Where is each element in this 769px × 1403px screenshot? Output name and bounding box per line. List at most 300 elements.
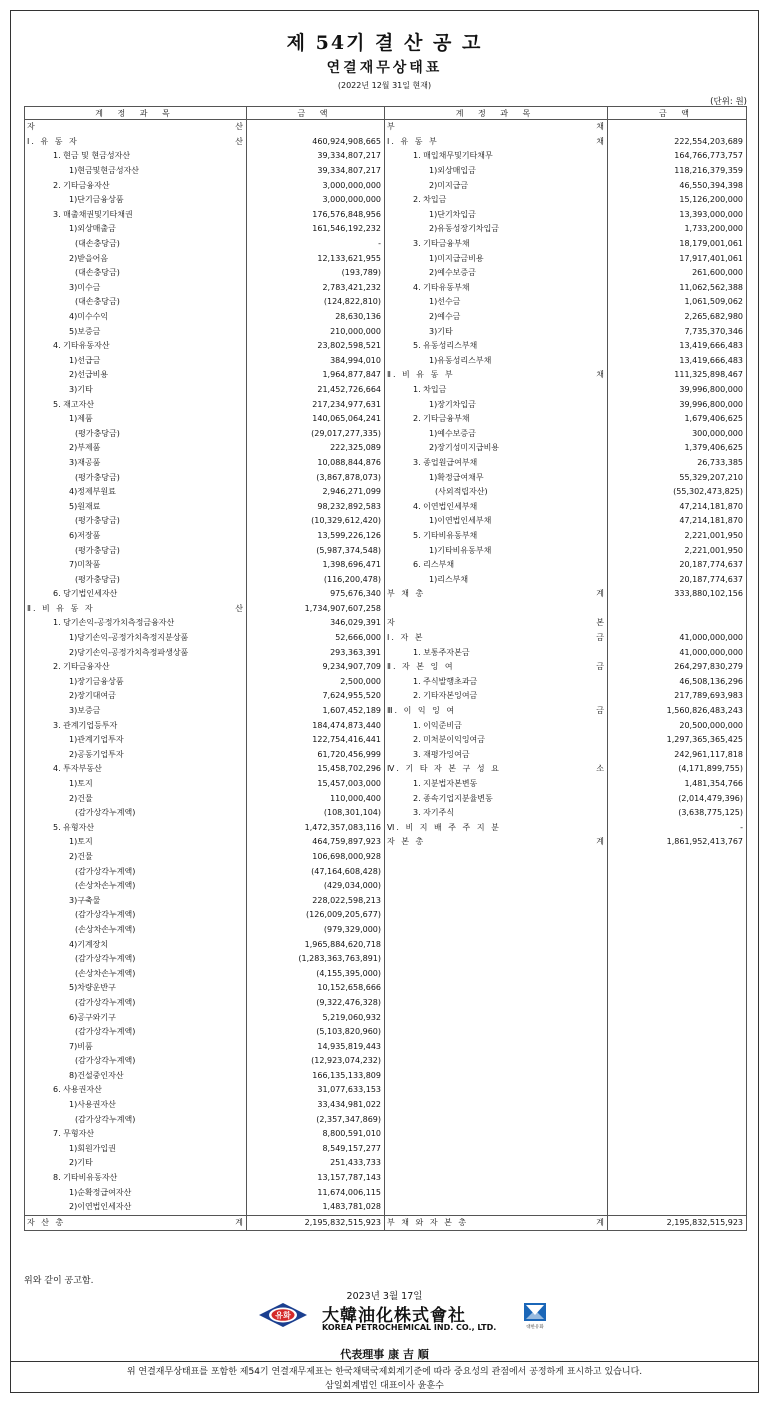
left-account-label: [25, 1069, 247, 1084]
balance-sheet-table: [24, 106, 747, 1231]
right-amount: [608, 1054, 747, 1069]
right-account-label: [385, 1156, 608, 1171]
left-amount: (1,283,363,763,891): [247, 952, 385, 967]
left-amount: 31,077,633,153: [247, 1083, 385, 1098]
right-account-label: [385, 456, 608, 471]
right-amount: (55,302,473,825): [608, 485, 747, 500]
right-account-text: 2)예수금: [429, 312, 461, 322]
right-account-text: 2. 미처분이익잉여금: [413, 735, 485, 745]
table-row: [25, 733, 747, 748]
left-account-text: (평가충당금): [75, 428, 120, 438]
right-amount: 1,861,952,413,767: [608, 835, 747, 850]
right-account-label: [385, 762, 608, 777]
left-account-label: [25, 558, 247, 573]
left-account-label: [25, 1112, 247, 1127]
left-account-label: [25, 339, 247, 354]
right-account-text: 1. 이익준비금: [413, 720, 462, 730]
left-account-text: 2)기타: [69, 1158, 93, 1168]
left-account-label: [25, 879, 247, 894]
table-row: [25, 864, 747, 879]
left-account-text: (대손충당금): [75, 297, 120, 307]
left-account-text: 3)구축물: [69, 895, 101, 905]
left-account-label: [25, 587, 247, 602]
table-row: [25, 602, 747, 617]
left-account-text: (감가상각누계액): [75, 954, 136, 964]
right-account-label: [385, 222, 608, 237]
total-assets-suffix: 계: [235, 1217, 243, 1227]
left-amount: 13,599,226,126: [247, 529, 385, 544]
right-account-suffix: 금: [596, 633, 604, 643]
right-amount: [608, 1039, 747, 1054]
left-amount: (4,155,395,000): [247, 966, 385, 981]
left-account-label: [25, 135, 247, 150]
table-row: [25, 412, 747, 427]
table-row: [25, 324, 747, 339]
right-account-label: [385, 806, 608, 821]
left-account-label: [25, 1083, 247, 1098]
right-account-label: [385, 616, 608, 631]
table-row: [25, 1142, 747, 1157]
table-row: [25, 791, 747, 806]
left-account-text: (감가상각누계액): [75, 1027, 136, 1037]
left-amount: (108,301,104): [247, 806, 385, 821]
table-row: [25, 558, 747, 573]
right-account-text: 1)선수금: [429, 297, 461, 307]
left-account-text: 1)순확정급여자산: [69, 1187, 132, 1197]
left-account-label: [25, 893, 247, 908]
right-account-label: [385, 1142, 608, 1157]
left-account-text: 3)기타: [69, 384, 93, 394]
left-amount: (5,103,820,960): [247, 1025, 385, 1040]
left-account-label: [25, 1054, 247, 1069]
left-account-label: [25, 675, 247, 690]
total-assets-amount: 2,195,832,515,923: [247, 1215, 385, 1231]
left-amount: 61,720,456,999: [247, 748, 385, 763]
left-account-text: (감가상각누계액): [75, 997, 136, 1007]
table-row: [25, 952, 747, 967]
left-account-label: [25, 120, 247, 135]
left-amount: 176,576,848,956: [247, 208, 385, 223]
left-account-text: (평가충당금): [75, 516, 120, 526]
right-account-suffix: 계: [596, 589, 604, 599]
right-account-text: 1. 보통주자본금: [413, 647, 470, 657]
right-amount: 1,679,406,625: [608, 412, 747, 427]
right-account-label: [385, 631, 608, 646]
left-amount: 166,135,133,809: [247, 1069, 385, 1084]
right-account-text: Ⅰ. 자 본: [387, 633, 425, 643]
left-amount: 11,674,006,115: [247, 1185, 385, 1200]
right-amount: 242,961,117,818: [608, 748, 747, 763]
table-body: [25, 120, 747, 1216]
right-account-label: [385, 908, 608, 923]
left-amount: (29,017,277,335): [247, 426, 385, 441]
table-row: [25, 1010, 747, 1025]
left-account-label: [25, 1171, 247, 1186]
left-account-text: 2)장기대여금: [69, 691, 116, 701]
right-account-text: 자 본 총: [387, 837, 426, 847]
right-amount: 300,000,000: [608, 426, 747, 441]
left-amount: (979,329,000): [247, 923, 385, 938]
left-account-text: 1)사용권자산: [69, 1100, 116, 1110]
left-amount: 12,133,621,955: [247, 251, 385, 266]
right-account-label: [385, 660, 608, 675]
table-row: [25, 266, 747, 281]
left-account-label: [25, 485, 247, 500]
left-account-text: 1)단기금융상품: [69, 195, 124, 205]
left-account-text: 7)비품: [69, 1041, 93, 1051]
as-of-date: (2022년 12월 31일 현재): [337, 81, 432, 90]
left-account-label: [25, 266, 247, 281]
right-amount: 46,550,394,398: [608, 178, 747, 193]
right-amount: 41,000,000,000: [608, 631, 747, 646]
right-account-text: 자: [387, 618, 397, 628]
right-account-label: [385, 587, 608, 602]
left-account-text: 4)정제부원료: [69, 487, 116, 497]
left-account-label: [25, 602, 247, 617]
representative: 代表理事 康 吉 順: [340, 1348, 429, 1361]
left-amount: [247, 120, 385, 135]
left-account-label: [25, 1127, 247, 1142]
right-account-text: 2. 기타금융부채: [413, 414, 470, 424]
right-account-text: 1)외상매입금: [429, 166, 476, 176]
right-amount: 222,554,203,689: [608, 135, 747, 150]
right-account-label: [385, 368, 608, 383]
right-account-text: 1)이연법인세부채: [429, 516, 492, 526]
table-row: [25, 1171, 747, 1186]
left-amount: 106,698,000,928: [247, 850, 385, 865]
right-account-label: [385, 821, 608, 836]
table-row: [25, 762, 747, 777]
left-account-label: [25, 733, 247, 748]
left-account-suffix: 산: [235, 136, 243, 146]
right-amount: [608, 616, 747, 631]
right-account-text: 1. 주식발행초과금: [413, 676, 478, 686]
table-row: [25, 397, 747, 412]
left-account-label: [25, 149, 247, 164]
left-amount: 222,325,089: [247, 441, 385, 456]
right-amount: [608, 602, 747, 617]
table-row: [25, 1039, 747, 1054]
right-amount: 1,560,826,483,243: [608, 704, 747, 719]
right-amount: 11,062,562,388: [608, 281, 747, 296]
table-row: [25, 645, 747, 660]
right-account-text: 1. 지분법자본변동: [413, 779, 478, 789]
right-account-text: Ⅱ. 비 유 동 부: [387, 370, 455, 380]
right-account-label: [385, 1010, 608, 1025]
right-account-suffix: 본: [596, 618, 604, 628]
right-amount: 47,214,181,870: [608, 499, 747, 514]
company-name: 大韓油化株式會社: [322, 1306, 466, 1326]
left-amount: 13,157,787,143: [247, 1171, 385, 1186]
left-account-text: 2)선급비용: [69, 370, 109, 380]
right-account-suffix: 금: [596, 662, 604, 672]
left-account-text: 7. 무형자산: [53, 1129, 95, 1139]
mark-text: 대한유화: [526, 1325, 544, 1330]
table-row: [25, 339, 747, 354]
right-account-label: [385, 1069, 608, 1084]
right-account-text: 2. 종속기업지분율변동: [413, 793, 493, 803]
right-amount: 20,187,774,637: [608, 572, 747, 587]
left-account-label: [25, 996, 247, 1011]
left-account-text: (손상차손누계액): [75, 924, 136, 934]
right-account-text: 2)예수보증금: [429, 268, 476, 278]
table-row: [25, 237, 747, 252]
left-account-label: [25, 237, 247, 252]
left-account-text: 2. 기타금융자산: [53, 180, 110, 190]
left-amount: 384,994,010: [247, 354, 385, 369]
right-amount: 26,733,385: [608, 456, 747, 471]
right-amount: [608, 120, 747, 135]
left-amount: 1,734,907,607,258: [247, 602, 385, 617]
table-row: [25, 485, 747, 500]
left-account-text: 4. 기타유동자산: [53, 341, 110, 351]
right-account-label: [385, 966, 608, 981]
left-account-label: [25, 748, 247, 763]
left-amount: 28,630,136: [247, 310, 385, 325]
left-account-text: (감가상각누계액): [75, 1114, 136, 1124]
right-account-text: 2)미지급금: [429, 180, 469, 190]
right-account-text: Ⅵ. 비 지 배 주 주 지 분: [387, 822, 501, 832]
table-row: [25, 908, 747, 923]
left-account-text: 3)보증금: [69, 706, 101, 716]
right-account-label: [385, 1098, 608, 1113]
left-account-text: 1)토지: [69, 779, 93, 789]
table-row: [25, 295, 747, 310]
page-title: 제 54기 결 산 공 고: [286, 32, 483, 54]
unit-label: (단위: 원): [710, 97, 747, 107]
table-row: [25, 1200, 747, 1215]
table-row: [25, 1127, 747, 1142]
right-amount: 261,600,000: [608, 266, 747, 281]
right-amount: [608, 996, 747, 1011]
left-amount: 110,000,400: [247, 791, 385, 806]
table-row: [25, 178, 747, 193]
left-account-label: [25, 412, 247, 427]
left-amount: 464,759,897,923: [247, 835, 385, 850]
right-account-label: [385, 164, 608, 179]
left-account-text: 1)제품: [69, 414, 93, 424]
total-liab-equity-suffix: 계: [596, 1217, 604, 1227]
left-amount: 7,624,955,520: [247, 689, 385, 704]
left-amount: (126,009,205,677): [247, 908, 385, 923]
right-account-label: [385, 1054, 608, 1069]
left-account-text: 1)관계기업투자: [69, 735, 124, 745]
left-account-label: [25, 1098, 247, 1113]
left-amount: 1,607,452,189: [247, 704, 385, 719]
total-assets-label: [25, 1215, 247, 1231]
left-account-text: (평가충당금): [75, 545, 120, 555]
left-amount: (12,923,074,232): [247, 1054, 385, 1069]
left-account-text: (평가충당금): [75, 472, 120, 482]
left-account-text: 3. 관계기업등투자: [53, 720, 118, 730]
statement-title: 연결재무상태표: [326, 60, 443, 76]
left-amount: 122,754,416,441: [247, 733, 385, 748]
right-account-text: 5. 기타비유동부채: [413, 530, 478, 540]
left-account-label: [25, 908, 247, 923]
right-account-suffix: 채: [596, 136, 604, 146]
right-account-text: Ⅱ. 자 본 잉 여: [387, 662, 455, 672]
left-account-label: [25, 1200, 247, 1215]
right-amount: [608, 1200, 747, 1215]
right-account-text: 부 채 총: [387, 589, 426, 599]
table-row: [25, 354, 747, 369]
left-account-text: 자: [27, 122, 37, 132]
left-account-label: [25, 850, 247, 865]
left-amount: 10,152,658,666: [247, 981, 385, 996]
left-amount: 217,234,977,631: [247, 397, 385, 412]
audit-opinion: 위 연결재무상태표를 포함한 제54기 연결재무제표는 한국채택국제회계기준에 따라 중요성의 관점에서 공정하게 표시하고 있습니다.: [10, 1361, 759, 1377]
left-account-text: 1)당기손익-공정가치측정지분상품: [69, 633, 189, 643]
right-amount: [608, 1185, 747, 1200]
table-row: [25, 821, 747, 836]
left-account-label: [25, 572, 247, 587]
left-account-text: 4)미수수익: [69, 312, 109, 322]
right-account-text: 1. 차입금: [413, 384, 447, 394]
right-account-label: [385, 572, 608, 587]
left-amount: 184,474,873,440: [247, 718, 385, 733]
left-account-text: 3. 매출채권및기타채권: [53, 209, 133, 219]
right-account-label: [385, 178, 608, 193]
right-amount: 217,789,693,983: [608, 689, 747, 704]
right-account-label: [385, 777, 608, 792]
table-row: [25, 470, 747, 485]
right-amount: [608, 981, 747, 996]
right-account-label: [385, 383, 608, 398]
right-account-suffix: 금: [596, 706, 604, 716]
left-account-text: 1. 당기손익-공정가치측정금융자산: [53, 618, 175, 628]
right-account-text: 1)장기차입금: [429, 399, 476, 409]
left-amount: 1,398,696,471: [247, 558, 385, 573]
left-account-label: [25, 514, 247, 529]
right-account-label: [385, 923, 608, 938]
right-account-label: [385, 441, 608, 456]
left-account-text: Ⅰ. 유 동 자: [27, 136, 79, 146]
right-account-label: [385, 237, 608, 252]
right-account-label: [385, 324, 608, 339]
left-account-label: [25, 456, 247, 471]
left-amount: 251,433,733: [247, 1156, 385, 1171]
right-account-label: [385, 412, 608, 427]
right-amount: [608, 1127, 747, 1142]
left-account-text: Ⅱ. 비 유 동 자: [27, 603, 95, 613]
left-amount: 10,088,844,876: [247, 456, 385, 471]
right-account-label: [385, 981, 608, 996]
right-amount: 111,325,898,467: [608, 368, 747, 383]
left-account-label: [25, 281, 247, 296]
right-account-label: [385, 1185, 608, 1200]
right-amount: [608, 908, 747, 923]
left-account-label: [25, 777, 247, 792]
left-account-label: [25, 806, 247, 821]
right-account-text: 1)유동성리스부채: [429, 355, 492, 365]
right-amount: 13,393,000,000: [608, 208, 747, 223]
right-amount: [608, 1098, 747, 1113]
right-account-label: [385, 266, 608, 281]
left-account-text: 4)기계장치: [69, 939, 109, 949]
left-account-label: [25, 704, 247, 719]
left-amount: 5,219,060,932: [247, 1010, 385, 1025]
right-account-text: (사외적립자산): [435, 487, 488, 497]
right-account-text: Ⅳ. 기 타 자 본 구 성 요: [387, 764, 501, 774]
left-amount: 98,232,892,583: [247, 499, 385, 514]
right-amount: 41,000,000,000: [608, 645, 747, 660]
right-account-label: [385, 1025, 608, 1040]
table-row: [25, 251, 747, 266]
left-account-label: [25, 645, 247, 660]
right-account-label: [385, 310, 608, 325]
left-account-label: [25, 952, 247, 967]
left-account-text: 8. 기타비유동자산: [53, 1173, 118, 1183]
table-row: [25, 981, 747, 996]
total-liab-equity-text: 부 채 와 자 본 총: [387, 1217, 469, 1227]
table-row: [25, 135, 747, 150]
table-row: [25, 1098, 747, 1113]
right-account-label: [385, 879, 608, 894]
right-amount: 1,061,509,062: [608, 295, 747, 310]
right-amount: 333,880,102,156: [608, 587, 747, 602]
right-account-text: 3)기타: [429, 326, 453, 336]
left-account-text: 1)장기금융상품: [69, 676, 124, 686]
left-account-label: [25, 1025, 247, 1040]
left-account-label: [25, 354, 247, 369]
table-row: [25, 368, 747, 383]
right-account-label: [385, 251, 608, 266]
left-account-text: (손상차손누계액): [75, 968, 136, 978]
right-amount: 1,297,365,365,425: [608, 733, 747, 748]
left-account-text: 2)이연법인세자산: [69, 1202, 132, 1212]
left-account-label: [25, 821, 247, 836]
left-amount: 9,234,907,709: [247, 660, 385, 675]
right-account-label: [385, 996, 608, 1011]
total-liab-equity-amount: 2,195,832,515,923: [608, 1215, 747, 1231]
right-account-text: 3. 자기주식: [413, 808, 455, 818]
left-amount: 140,065,064,241: [247, 412, 385, 427]
table-row: [25, 514, 747, 529]
right-account-label: [385, 835, 608, 850]
corporate-mark-icon: [522, 1302, 548, 1330]
left-account-text: (감가상각누계액): [75, 910, 136, 920]
table-row: [25, 543, 747, 558]
left-account-label: [25, 864, 247, 879]
total-assets-text: 자 산 총: [27, 1217, 66, 1227]
table-row: [25, 660, 747, 675]
table-row: [25, 1112, 747, 1127]
left-amount: (429,034,000): [247, 879, 385, 894]
left-account-text: (감가상각누계액): [75, 808, 136, 818]
right-account-text: 2. 차입금: [413, 195, 447, 205]
table-row: [25, 587, 747, 602]
table-row: [25, 383, 747, 398]
right-amount: 39,996,800,000: [608, 397, 747, 412]
right-account-text: Ⅲ. 이 익 잉 여: [387, 706, 457, 716]
table-row: [25, 193, 747, 208]
right-account-label: [385, 1039, 608, 1054]
left-account-label: [25, 193, 247, 208]
left-account-text: (감가상각누계액): [75, 866, 136, 876]
table-row: [25, 616, 747, 631]
left-account-text: 1. 현금 및 현금성자산: [53, 151, 131, 161]
left-amount: 460,924,908,665: [247, 135, 385, 150]
table-row: [25, 499, 747, 514]
left-amount: (47,164,608,428): [247, 864, 385, 879]
amount-header-right: 금 액: [608, 107, 747, 120]
right-amount: [608, 850, 747, 865]
right-account-text: 1)단기차입금: [429, 209, 476, 219]
right-amount: 13,419,666,483: [608, 354, 747, 369]
table-row: [25, 1156, 747, 1171]
right-amount: [608, 937, 747, 952]
table-header-row: [25, 107, 747, 120]
